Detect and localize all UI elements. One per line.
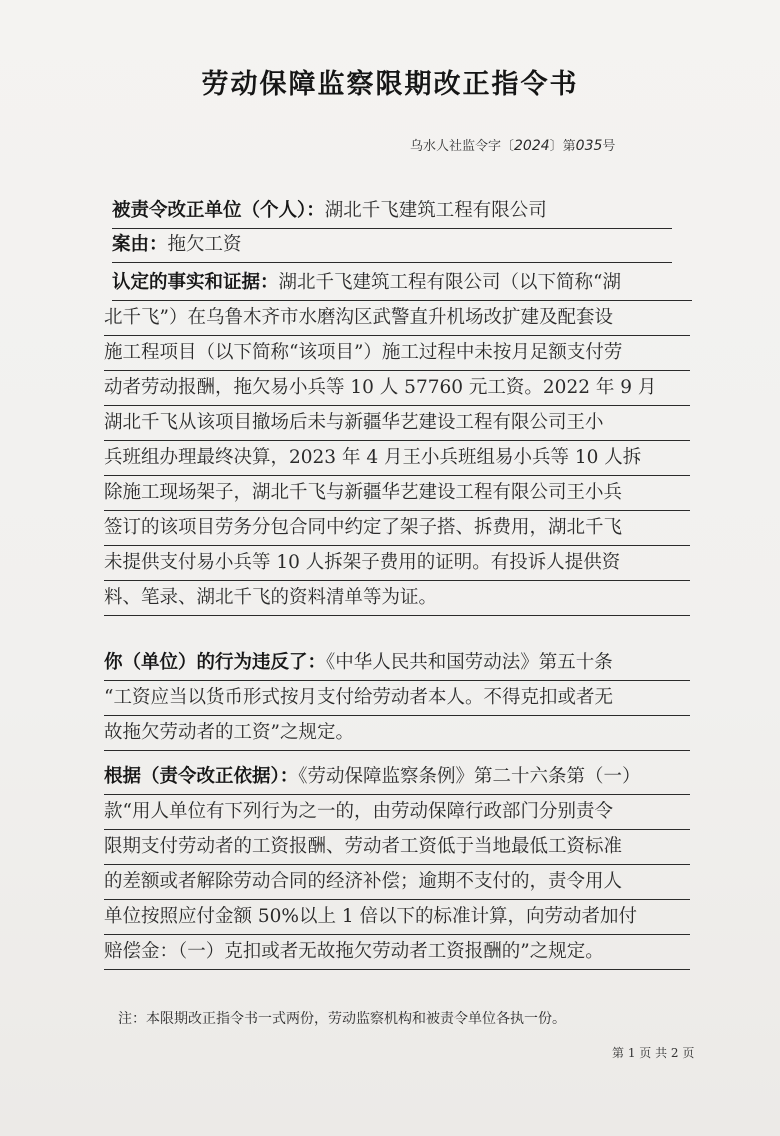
footnote: 注：本限期改正指令书一式两份，劳动监察机构和被责令单位各执一份。 <box>118 1011 566 1027</box>
case-value: 拖欠工资 <box>167 234 242 255</box>
violation-text: 《中华人民共和国劳动法》第五十条 <box>326 652 613 673</box>
docno-mid: 〕第 <box>549 139 576 154</box>
unit-value: 湖北千飞建筑工程有限公司 <box>324 200 547 221</box>
case-line <box>112 228 672 263</box>
facts-line-6: 兵班组办理最终决算，2023 年 4 月王小兵班组易小兵等 10 人拆 <box>104 441 690 476</box>
document-number <box>410 135 710 154</box>
docno-suffix: 号 <box>602 139 616 154</box>
document-title: 劳动保障监察限期改正指令书 <box>201 69 579 100</box>
facts-line-2: 北千飞”）在乌鲁木齐市水磨沟区武警直升机场改扩建及配套设 <box>104 301 690 336</box>
violation-line-3: 故拖欠劳动者的工资”之规定。 <box>104 716 690 751</box>
basis-line-5: 单位按照应付金额 50%以上 1 倍以下的标准计算，向劳动者加付 <box>104 900 690 935</box>
facts-line-5: 湖北千飞从该项目撤场后未与新疆华艺建设工程有限公司王小 <box>104 406 690 441</box>
basis-line-3: 限期支付劳动者的工资报酬、劳动者工资低于当地最低工资标准 <box>104 830 690 865</box>
docno-year: 2024 <box>514 138 550 154</box>
facts-line-10: 料、笔录、湖北千飞的资料清单等为证。 <box>104 581 690 616</box>
basis-text: 《劳动保障监察条例》第二十六条第（一） <box>298 766 641 787</box>
facts-text: 湖北千飞建筑工程有限公司（以下简称“湖 <box>278 272 621 293</box>
facts-line-4: 动者劳动报酬，拖欠易小兵等 10 人 57760 元工资。2022 年 9 月 <box>104 371 690 406</box>
facts-label: 认定的事实和证据： <box>112 272 279 293</box>
violation-label: 你（单位）的行为违反了： <box>104 652 327 673</box>
docno-prefix: 乌水人社监令字〔 <box>410 139 515 154</box>
facts-line-9: 未提供支付易小兵等 10 人拆架子费用的证明。有投诉人提供资 <box>104 546 690 581</box>
facts-line-8: 签订的该项目劳务分包合同中约定了架子搭、拆费用，湖北千飞 <box>104 511 690 546</box>
basis-line-2: 款“用人单位有下列行为之一的，由劳动保障行政部门分别责令 <box>104 795 690 830</box>
basis-line-6: 赔偿金：（一）克扣或者无故拖欠劳动者工资报酬的”之规定。 <box>104 935 690 970</box>
facts-line-7: 除施工现场架子，湖北千飞与新疆华艺建设工程有限公司王小兵 <box>104 476 690 511</box>
case-label: 案由： <box>112 234 168 255</box>
violation-line-1 <box>104 646 690 681</box>
basis-line-1 <box>104 760 690 795</box>
violation-line-2: “工资应当以货币形式按月支付给劳动者本人。不得克扣或者无 <box>104 681 690 716</box>
facts-line-1 <box>112 266 692 301</box>
basis-line-4: 的差额或者解除劳动合同的经济补偿；逾期不支付的，责令用人 <box>104 865 690 900</box>
facts-line-3: 施工程项目（以下简称“该项目”）施工过程中未按月足额支付劳 <box>104 336 690 371</box>
docno-number: 035 <box>575 138 603 154</box>
basis-label: 根据（责令改正依据）： <box>104 766 299 787</box>
page-indicator: 第 1 页 共 2 页 <box>612 1046 695 1060</box>
unit-label: 被责令改正单位（个人）： <box>112 200 325 221</box>
unit-line <box>112 194 672 229</box>
